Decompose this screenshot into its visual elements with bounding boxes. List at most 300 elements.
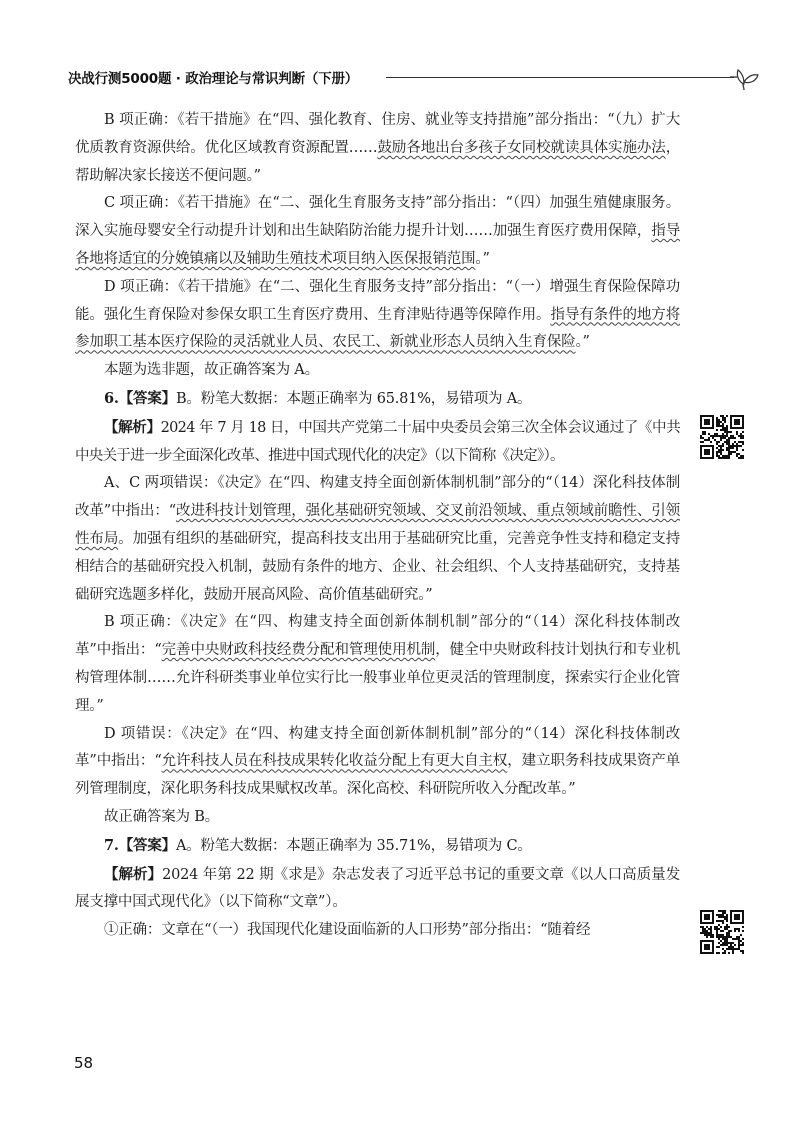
qr-module [732, 950, 734, 952]
qr-module [736, 431, 738, 433]
qr-module [732, 451, 734, 453]
qr-module [726, 938, 728, 940]
qr-module [718, 425, 720, 427]
qr-module [704, 431, 706, 433]
qr-module [720, 421, 722, 423]
qr-module [716, 417, 718, 419]
highlight: 指导有条件的地方将参加职工基本医疗保险的灵活就业人员、农民工、新就业形态人员纳入生育保险 [75, 306, 680, 351]
qr-module [720, 936, 722, 938]
qr-module [700, 926, 702, 928]
qr-module [700, 435, 702, 437]
qr-module [728, 431, 730, 433]
qr-module [718, 445, 720, 447]
qr-module [720, 447, 722, 449]
qr-module [720, 437, 722, 439]
qr-module [704, 934, 706, 936]
qr-module [736, 453, 738, 455]
analysis-6: 【解析】2024 年 7 月 18 日，中国共产党第二十届中央委员会第三次全体会议通过了《中共中央关于进一步全面深化改革、推进中国式现代化的决定》（以下简称《决定》）。 [75, 418, 680, 464]
qr-module [724, 429, 726, 431]
qr-module [724, 916, 726, 918]
qr-module [724, 952, 726, 954]
qr-module [724, 437, 726, 439]
qr-module [718, 920, 720, 922]
qr-module [720, 449, 722, 451]
qr-module [742, 441, 744, 443]
qr-module [732, 437, 734, 439]
qr-module [726, 924, 728, 926]
qr-module [720, 920, 722, 922]
qr-module [716, 453, 718, 455]
qr-module [700, 441, 702, 443]
qr-module [726, 948, 728, 950]
qr-module [724, 928, 726, 930]
qr-module [742, 443, 744, 445]
qr-module [740, 435, 742, 437]
qr-module [718, 936, 720, 938]
qr-module [716, 946, 718, 948]
qr-module [702, 433, 704, 435]
qr-module [720, 930, 722, 932]
page-number: 58 [74, 1054, 94, 1072]
qr-module [714, 433, 716, 435]
qr-module [716, 419, 718, 421]
highlight: 指导各地将适宜的分娩镇痛以及辅助生殖技术项目纳入医保报销范围 [75, 223, 680, 267]
qr-module [742, 930, 744, 932]
qr-module [738, 938, 740, 940]
qr-module [710, 934, 712, 936]
qr-module [742, 938, 744, 940]
qr-module [722, 916, 724, 918]
qr-module [738, 435, 740, 437]
qr-module [722, 443, 724, 445]
qr-module [720, 415, 722, 417]
highlight: 允许科技人员在科技成果转化收益分配上有更大自主权 [161, 753, 508, 770]
qr-module [730, 431, 732, 433]
qr-module [718, 928, 720, 930]
qr-code-icon[interactable] [700, 910, 744, 954]
running-header [68, 62, 758, 92]
qr-module [718, 421, 720, 423]
qr-module [706, 934, 708, 936]
qr-module [716, 926, 718, 928]
qr-module [724, 419, 726, 421]
qr-module [738, 942, 740, 944]
analysis-label: 【解析】 [104, 865, 163, 883]
qr-module [704, 932, 706, 934]
qr-module [704, 419, 710, 425]
qr-module [704, 928, 706, 930]
qr-module [718, 952, 720, 954]
qr-module [726, 441, 728, 443]
qr-module [740, 433, 742, 435]
qr-module [722, 429, 724, 431]
qr-module [716, 930, 718, 932]
qr-module [730, 437, 732, 439]
qr-code-icon[interactable] [700, 415, 744, 459]
qr-module [722, 445, 724, 447]
qr-module [708, 928, 710, 930]
qr-module [742, 950, 744, 952]
qr-module [726, 455, 728, 457]
qr-module [710, 932, 712, 934]
qr-module [728, 445, 730, 447]
qr-module [736, 433, 738, 435]
qr-module [720, 435, 722, 437]
qr-module [718, 938, 720, 940]
qr-module [738, 930, 740, 932]
qr-module [736, 443, 738, 445]
qr-module [730, 942, 732, 944]
qr-module [722, 433, 724, 435]
header-rule [386, 77, 734, 78]
qr-module [724, 926, 726, 928]
qr-module [722, 910, 724, 912]
qr-module [740, 455, 742, 457]
qr-module [722, 934, 724, 936]
qr-module [732, 445, 734, 447]
paragraph-option-b: B 项正确：《若干措施》在“四、强化教育、住房、就业等支持措施”部分指出：“（九）扩大优质教育资源供给。优化区域教育资源配置……鼓励各地出台多孩子女同校就读具体实施办法，帮助解决家长接送不便问题。” [75, 112, 680, 184]
qr-module [742, 455, 744, 457]
qr-module [726, 429, 728, 431]
qr-module [726, 449, 728, 451]
qr-module [734, 948, 736, 950]
qr-module [704, 433, 706, 435]
qr-module [702, 926, 704, 928]
qr-module [734, 938, 736, 940]
qr-module [724, 457, 726, 459]
qr-module [740, 944, 742, 946]
qr-module [702, 930, 704, 932]
qr-module [738, 453, 740, 455]
qr-module [716, 447, 718, 449]
qr-module [718, 914, 720, 916]
qr-module [722, 419, 724, 421]
qr-module [716, 455, 718, 457]
qr-module [728, 932, 730, 934]
qr-module [736, 449, 738, 451]
qr-module [718, 441, 720, 443]
qr-module [728, 453, 730, 455]
qr-module [728, 930, 730, 932]
qr-module [742, 435, 744, 437]
qr-module [718, 449, 720, 451]
qr-module [720, 425, 722, 427]
qr-module [724, 910, 726, 912]
qr-module [718, 435, 720, 437]
qr-module [738, 944, 740, 946]
qr-module [730, 946, 732, 948]
qr-module [728, 934, 730, 936]
qr-module [720, 940, 722, 942]
qr-module [742, 952, 744, 954]
paragraph-option-ac: A、C 两项错误：《决定》在“四、构建支持全面创新体制机制”部分的“（14）深化科技体制改革”中指出：“改进科技计划管理，强化基础研究领域、交叉前沿领域、重点领域前瞻性、引领性布局。加强有组织的基础研究，提高科技支出用于基础研究比重，完善竞争性支持和稳定支持相结合的基础研究投入机制，鼓励有条件的地方、企业、社会组织、个人支持基础研究，支持基础研究选题多样化，鼓励开展高风险、高价值基础研究。” [75, 475, 681, 603]
qr-module [730, 936, 732, 938]
paragraph-answer-6: 故正确答案为 B。 [104, 808, 219, 825]
qr-module [734, 437, 736, 439]
qr-module [722, 944, 724, 946]
qr-module [730, 435, 732, 437]
qr-module [722, 435, 724, 437]
qr-module [718, 916, 720, 918]
qr-module [704, 930, 706, 932]
qr-module [734, 451, 736, 453]
qr-module [724, 936, 726, 938]
qr-module [728, 926, 730, 928]
qr-module [726, 457, 728, 459]
qr-module [720, 429, 722, 431]
qr-module [722, 423, 724, 425]
qr-module [726, 920, 728, 922]
qr-module [728, 439, 730, 441]
qr-module [726, 936, 728, 938]
qr-module [718, 924, 720, 926]
sprout-icon [728, 62, 760, 92]
qr-module [712, 437, 714, 439]
qr-module [726, 447, 728, 449]
qr-module [720, 451, 722, 453]
qr-module [730, 445, 732, 447]
qr-module [740, 437, 742, 439]
qr-module [704, 449, 710, 455]
qr-module [738, 948, 740, 950]
qr-module [716, 451, 718, 453]
qr-module [722, 449, 724, 451]
qr-module [720, 910, 722, 912]
qr-module [742, 431, 744, 433]
qr-module [728, 437, 730, 439]
qr-module [738, 936, 740, 938]
qr-module [722, 455, 724, 457]
qr-module [722, 437, 724, 439]
qr-module [722, 914, 724, 916]
qr-module [734, 928, 736, 930]
qr-module [742, 449, 744, 451]
qr-module [718, 419, 720, 421]
qr-module [728, 946, 730, 948]
qr-module [724, 942, 726, 944]
answer-7: 7.【答案】A。粉笔大数据：本题正确率为 35.71%，易错项为 C。 [104, 836, 532, 854]
qr-module [726, 926, 728, 928]
qr-module [732, 443, 734, 445]
qr-module [736, 938, 738, 940]
qr-module [700, 437, 702, 439]
qr-module [732, 952, 734, 954]
qr-module [730, 930, 732, 932]
qr-module [722, 942, 724, 944]
qr-module [724, 940, 726, 942]
answer-label: 6.【答案】 [104, 389, 176, 407]
qr-module [714, 435, 716, 437]
qr-module [708, 437, 710, 439]
qr-module [716, 423, 718, 425]
qr-module [704, 914, 710, 920]
qr-module [724, 417, 726, 419]
qr-module [716, 433, 718, 435]
qr-module [740, 445, 742, 447]
qr-module [738, 457, 740, 459]
answer-label: 7.【答案】 [104, 836, 176, 854]
qr-module [736, 455, 738, 457]
qr-module [702, 431, 704, 433]
qr-module [728, 451, 730, 453]
analysis-7: 【解析】2024 年第 22 期《求是》杂志发表了习近平总书记的重要文章《以人口高质量发展支撑中国式现代化》（以下简称“文章”）。 [75, 865, 680, 911]
qr-module [734, 441, 736, 443]
qr-module [722, 952, 724, 954]
qr-module [720, 445, 722, 447]
qr-module [726, 916, 728, 918]
qr-module [706, 936, 708, 938]
qr-module [724, 455, 726, 457]
qr-module [716, 952, 718, 954]
qr-module [726, 934, 728, 936]
qr-module [716, 934, 718, 936]
qr-module [702, 928, 704, 930]
qr-module [724, 431, 726, 433]
qr-module [742, 437, 744, 439]
qr-module [716, 425, 718, 427]
qr-module [726, 942, 728, 944]
qr-module [702, 437, 704, 439]
qr-module [736, 936, 738, 938]
qr-module [716, 421, 718, 423]
qr-module [724, 421, 726, 423]
qr-module [732, 447, 734, 449]
qr-module [718, 946, 720, 948]
qr-module [742, 942, 744, 944]
qr-module [722, 938, 724, 940]
qr-module [720, 926, 722, 928]
qr-module [726, 435, 728, 437]
qr-module [724, 435, 726, 437]
qr-module [732, 946, 734, 948]
qr-module [728, 441, 730, 443]
qr-module [724, 938, 726, 940]
qr-module [740, 934, 742, 936]
qr-module [738, 445, 740, 447]
qr-module [726, 427, 728, 429]
qr-module [706, 930, 708, 932]
qr-module [728, 443, 730, 445]
qr-module [704, 944, 710, 950]
qr-module [714, 928, 716, 930]
qr-module [732, 942, 734, 944]
qr-module [726, 443, 728, 445]
qr-module [730, 453, 732, 455]
paragraph-option-d: D 项正确：《若干措施》在“二、强化生育服务支持”部分指出：“（一）增强生育保险保障功能。强化生育保险对参保女职工生育医疗费用、生育津贴待遇等保障作用。指导有条件的地方将参加职工基本医疗保险的灵活就业人员、农民工、新就业形态人员纳入生育保险。” [75, 278, 680, 351]
qr-module [706, 932, 708, 934]
qr-module [720, 453, 722, 455]
qr-module [740, 950, 742, 952]
qr-module [714, 439, 716, 441]
qr-module [726, 433, 728, 435]
qr-module [728, 948, 730, 950]
qr-module [734, 419, 740, 425]
qr-module [722, 936, 724, 938]
qr-module [710, 435, 712, 437]
qr-module [728, 942, 730, 944]
answer-6: 6.【答案】B。粉笔大数据：本题正确率为 65.81%，易错项为 A。 [104, 389, 532, 407]
qr-module [732, 948, 734, 950]
qr-module [736, 928, 738, 930]
qr-module [710, 930, 712, 932]
qr-module [730, 944, 732, 946]
qr-module [726, 415, 728, 417]
qr-module [718, 910, 720, 912]
qr-module [716, 443, 718, 445]
qr-module [722, 417, 724, 419]
qr-module [722, 457, 724, 459]
qr-module [720, 914, 722, 916]
qr-module [704, 439, 706, 441]
qr-module [724, 944, 726, 946]
qr-module [728, 449, 730, 451]
qr-module [732, 938, 734, 940]
qr-module [718, 934, 720, 936]
qr-module [706, 439, 708, 441]
qr-module [728, 936, 730, 938]
qr-module [730, 447, 732, 449]
qr-module [730, 451, 732, 453]
qr-module [720, 934, 722, 936]
qr-module [708, 433, 710, 435]
qr-module [742, 926, 744, 928]
qr-module [712, 936, 714, 938]
qr-module [710, 926, 712, 928]
paragraph-option-c: C 项正确：《若干措施》在“二、强化生育服务支持”部分指出：“（四）加强生殖健康服务。深入实施母婴安全行动提升计划和出生缺陷防治能力提升计划……加强生育医疗费用保障，指导各地将适宜的分娩镇痛以及辅助生殖技术项目纳入医保报销范围。” [75, 195, 680, 267]
qr-module [736, 948, 738, 950]
paragraph-item-1: ①正确：文章在“（一）我国现代化建设面临新的人口形势”部分指出：“随着经 [104, 922, 591, 939]
qr-module [722, 948, 724, 950]
qr-module [734, 445, 736, 447]
highlight: 鼓励各地出台多孩子女同校就读具体实施办法 [377, 139, 666, 156]
qr-module [716, 429, 718, 431]
qr-module [702, 932, 704, 934]
qr-module [724, 427, 726, 429]
qr-module [700, 932, 702, 934]
qr-module [710, 441, 712, 443]
qr-module [716, 441, 718, 443]
qr-module [712, 934, 714, 936]
qr-module [726, 918, 728, 920]
qr-module [720, 439, 722, 441]
qr-module [736, 445, 738, 447]
qr-module [722, 912, 724, 914]
highlight: 完善中央财政科技经费分配和管理使用机制 [161, 642, 436, 659]
qr-module [710, 928, 712, 930]
qr-module [724, 441, 726, 443]
qr-module [728, 455, 730, 457]
qr-module [722, 922, 724, 924]
qr-module [722, 427, 724, 429]
qr-module [742, 457, 744, 459]
qr-module [722, 920, 724, 922]
paragraph-option-b-6: B 项正确：《决定》在“四、构建支持全面创新体制机制”部分的“（14）深化科技体制改革”中指出：“完善中央财政科技经费分配和管理使用机制，健全中央财政科技计划执行和专业机构管理体制……允许科研类事业单位实行比一般事业单位更灵活的管理制度，探索实行企业化管理。” [75, 614, 680, 714]
qr-module [716, 932, 718, 934]
qr-module [728, 952, 730, 954]
highlight: 改进科技计划管理，强化基础研究领域、交叉前沿领域、重点领域前瞻性、引领性布局 [75, 503, 680, 547]
qr-module [738, 946, 740, 948]
qr-module [724, 950, 726, 952]
qr-module [724, 918, 726, 920]
qr-module [718, 423, 720, 425]
qr-module [708, 934, 710, 936]
qr-module [716, 936, 718, 938]
qr-module [726, 914, 728, 916]
qr-module [740, 457, 742, 459]
qr-module [718, 451, 720, 453]
qr-module [720, 457, 722, 459]
qr-module [724, 912, 726, 914]
